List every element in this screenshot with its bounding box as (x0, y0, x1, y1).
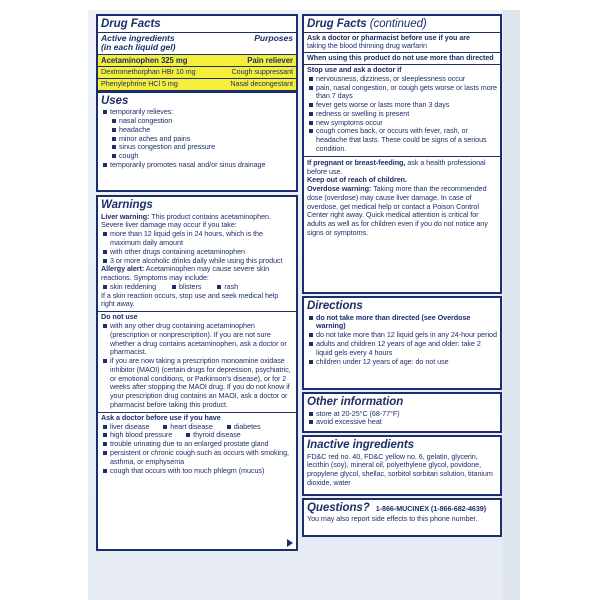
list-item: liver disease (101, 423, 149, 432)
list-item: fever gets worse or lasts more than 3 days (307, 101, 497, 110)
keep-out-of-reach: Keep out of reach of children. (307, 175, 407, 185)
list-item: 3 or more alcoholic drinks daily while using this product (101, 257, 293, 266)
active-ingredients-label: Active ingredients (101, 32, 175, 43)
list-item: headache (101, 126, 293, 135)
questions-panel (302, 498, 502, 537)
inactive-ingredients-panel (302, 435, 502, 496)
list-item: with other drugs containing acetaminophen (101, 248, 293, 257)
drug-facts-continued-title (304, 16, 500, 32)
ask-pharmacist-text: taking the blood thinning drug warfarin (307, 41, 427, 51)
ask-doctor-section (98, 412, 296, 475)
ingredient-purpose: Pain reliever (247, 55, 293, 65)
warnings-panel (96, 195, 298, 551)
questions-body (304, 500, 500, 523)
list-item: new symptoms occur (307, 119, 497, 128)
ingredients-list (98, 54, 296, 90)
liver-warning-label: Liver warning: (101, 211, 150, 221)
ingredient-purpose: Cough suppressant (231, 67, 293, 77)
continued-arrow-icon (287, 539, 293, 547)
list-item: adults and children 12 years of age and older: take 2 liquid gels every 4 hours (307, 340, 497, 358)
directions-title: Directions (307, 300, 363, 312)
list-item: diabetes (225, 423, 261, 432)
ask-doctor-title: Ask a doctor before use if you have (101, 412, 221, 422)
allergy-alert-label: Allergy alert: (101, 264, 145, 274)
directions-panel (302, 296, 502, 390)
list-item: temporarily relieves: (101, 108, 293, 117)
ingredient-purpose: Nasal decongestant (230, 78, 293, 88)
list-item: temporarily promotes nasal and/or sinus drainage (101, 161, 293, 170)
overdose-label: Overdose warning: (307, 184, 372, 194)
list-item: sinus congestion and pressure (101, 143, 293, 152)
list-item: blisters (170, 283, 201, 292)
drug-facts-continued-panel (302, 14, 502, 294)
list-item: heart disease (161, 423, 213, 432)
list-item: cough (101, 152, 293, 161)
pregnant-text: ask a health professional before use. (307, 157, 486, 176)
do-not-use-body (98, 322, 296, 410)
liver-warning-text: This product contains acetaminophen. Severe liver damage may occur if you take: (101, 211, 271, 230)
pregnancy-section (304, 156, 500, 238)
ingredient-row (98, 79, 296, 90)
list-item: trouble urinating due to an enlarged prostate gland (101, 440, 293, 449)
list-item: rash (215, 283, 238, 292)
overdose-text: Taking more than the recommended dose (overdose) may cause liver damage. In case of overdose, get medical help or contact a Poison Control Center right away. Quick medical attention is critical for adults as well as for children even if you do not notice any signs or symptoms. (307, 184, 488, 238)
questions-text: You may also report side effects to this phone number. (307, 513, 478, 523)
list-item: persistent or chronic cough such as occurs with smoking, asthma, or emphysema (101, 449, 293, 467)
list-item: pain, nasal congestion, or cough gets worse or lasts more than 7 days (307, 84, 497, 102)
title-continued: (continued) (366, 18, 427, 30)
package-side-edge (503, 10, 520, 600)
list-item: do not take more than directed (see Overdose warning) (307, 314, 497, 332)
active-ingredients-header (98, 32, 296, 54)
other-information-title: Other information (307, 396, 404, 408)
list-item: thyroid disease (184, 431, 241, 440)
other-information-panel (302, 392, 502, 433)
stop-use-title: Stop use and ask a doctor if (307, 64, 402, 74)
drug-facts-panel (96, 14, 298, 192)
list-item: store at 20-25°C (68-77°F) (307, 410, 497, 419)
list-item: more than 12 liquid gels in 24 hours, which is the maximum daily amount (101, 230, 293, 248)
ask-pharmacist-title: Ask a doctor or pharmacist before use if you are (307, 32, 470, 42)
list-item: redness or swelling is present (307, 110, 497, 119)
ingredient-name: Phenylephrine HCl 5 mg (101, 78, 178, 88)
list-item: skin reddening (101, 283, 156, 292)
list-item: cough that occurs with too much phlegm (mucus) (101, 467, 293, 476)
list-item: if you are now taking a prescription monoamine oxidase inhibitor (MAOI) (certain drugs for depression, psychiatric, or emotional conditions, or Parkinson's disease), or for 2 weeks after stopping the MAOI drug. If you do not know if your prescription drug contains an MAOI, ask a doctor or pharmacist before taking this product. (101, 357, 293, 410)
list-item: with any other drug containing acetaminophen (prescription or nonprescription). If you are not sure whether a drug contains acetaminophen, ask a doctor or pharmacist. (101, 322, 293, 357)
other-information-body (304, 410, 500, 428)
ask-doctor-body (98, 423, 296, 476)
stop-use-section (304, 65, 500, 154)
list-item: avoid excessive heat (307, 418, 497, 427)
ingredient-row (98, 67, 296, 79)
liver-warning (98, 213, 296, 310)
allergy-after: If a skin reaction occurs, stop use and seek medical help right away. (101, 290, 279, 309)
allergy-alert-text: Acetaminophen may cause severe skin reactions. Symptoms may include: (101, 264, 270, 283)
inactive-ingredients-title: Inactive ingredients (307, 439, 415, 451)
inactive-ingredients-text: FD&C red no. 40, FD&C yellow no. 6, gelatin, glycerin, lecithin (soy), mineral oil, polyethylene glycol, povidone, propylene glycol, shellac, sorbitol sorbitan solution, titanium dioxide, water (307, 451, 493, 487)
list-item: nasal congestion (101, 117, 293, 126)
questions-phone: 1-866-MUCINEX (1-866-682-4639) (375, 504, 487, 513)
do-not-use-section (98, 311, 296, 410)
uses-body (98, 108, 296, 169)
active-ingredients-sub: (in each liquid gel) (101, 42, 176, 53)
list-item: do not take more than 12 liquid gels in any 24-hour period (307, 331, 497, 340)
when-using: When using this product do not use more than directed (304, 52, 500, 65)
warnings-title: Warnings (101, 199, 153, 211)
do-not-use-title: Do not use (101, 312, 138, 322)
pregnant-label: If pregnant or breast-feeding, (307, 157, 406, 167)
list-item: high blood pressure (101, 431, 172, 440)
uses-section (98, 90, 296, 170)
questions-title: Questions? (307, 502, 370, 514)
ingredient-row (98, 55, 296, 68)
list-item: minor aches and pains (101, 135, 293, 144)
purposes-label: Purposes (254, 32, 293, 43)
directions-body (304, 314, 500, 367)
uses-title: Uses (101, 94, 129, 107)
drug-facts-title: Drug Facts (101, 18, 161, 30)
list-item: cough comes back, or occurs with fever, rash, or headache that lasts. These could be signs of a serious condition. (307, 127, 497, 153)
ask-pharmacist (304, 32, 500, 52)
ingredient-name: Dextromethorphan HBr 10 mg (101, 67, 196, 77)
list-item: nervousness, dizziness, or sleeplessness occur (307, 75, 497, 84)
title-main: Drug Facts (307, 18, 367, 30)
ingredient-name: Acetaminophen 325 mg (101, 55, 188, 65)
list-item: children under 12 years of age: do not use (307, 358, 497, 367)
